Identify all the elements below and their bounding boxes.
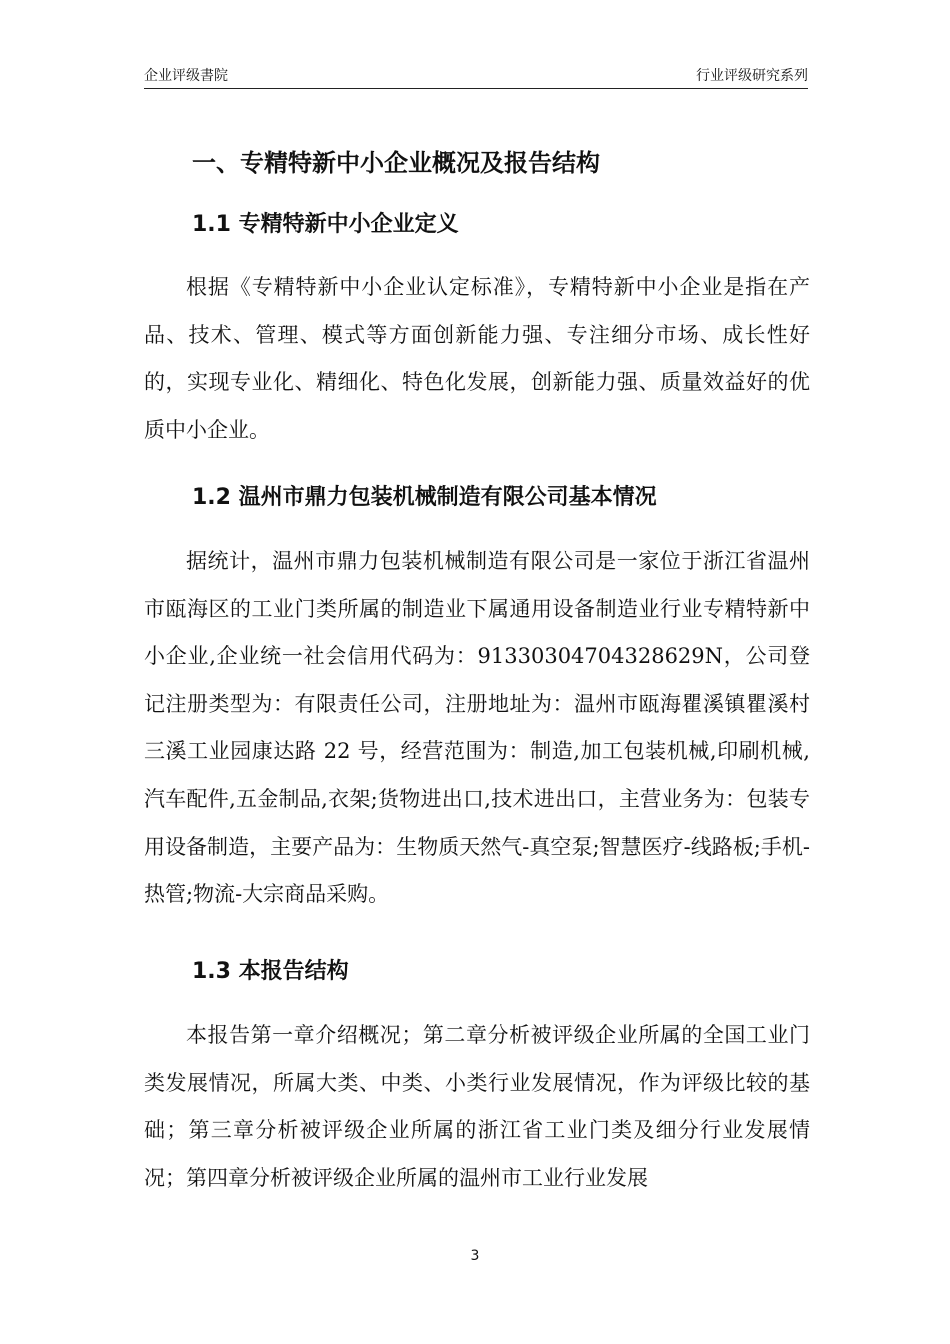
section-body-1-2: 据统计，温州市鼎力包装机械制造有限公司是一家位于浙江省温州市瓯海区的工业门类所属的制造业下属通用设备制造业行业专精特新中小企业,企业统一社会信用代码为：91330304704328629N，公司登记注册类型为：有限责任公司，注册地址为：温州市瓯海瞿溪镇瞿溪村三溪工业园康达路 22 号，经营范围为：制造,加工包装机械,印刷机械,汽车配件,五金制品,衣架;货物进出口,技术进出口，主营业务为：包装专用设备制造，主要产品为：生物质天然气-真空泵;智慧医疗-线路板;手机-热管;物流-大宗商品采购。	[144, 549, 810, 907]
section-heading-1-1: 1.1 专精特新中小企业定义	[192, 212, 459, 237]
header-series: 行业评级研究系列	[696, 68, 808, 84]
page-header	[144, 66, 808, 89]
section-heading-1-2: 1.2 温州市鼎力包装机械制造有限公司基本情况	[192, 485, 657, 510]
section-body-1-3: 本报告第一章介绍概况；第二章分析被评级企业所属的全国工业门类发展情况，所属大类、中类、小类行业发展情况，作为评级比较的基础；第三章分析被评级企业所属的浙江省工业门类及细分行业发展情况；第四章分析被评级企业所属的温州市工业行业发展	[144, 1023, 810, 1190]
page-number: 3	[470, 1248, 480, 1264]
chapter-title: 一、专精特新中小企业概况及报告结构	[192, 149, 600, 177]
section-heading-1-3: 1.3 本报告结构	[192, 959, 349, 984]
header-publisher: 企业评级書院	[144, 68, 228, 84]
section-body-1-1: 根据《专精特新中小企业认定标准》，专精特新中小企业是指在产品、技术、管理、模式等方面创新能力强、专注细分市场、成长性好的，实现专业化、精细化、特色化发展，创新能力强、质量效益好的优质中小企业。	[144, 275, 810, 442]
